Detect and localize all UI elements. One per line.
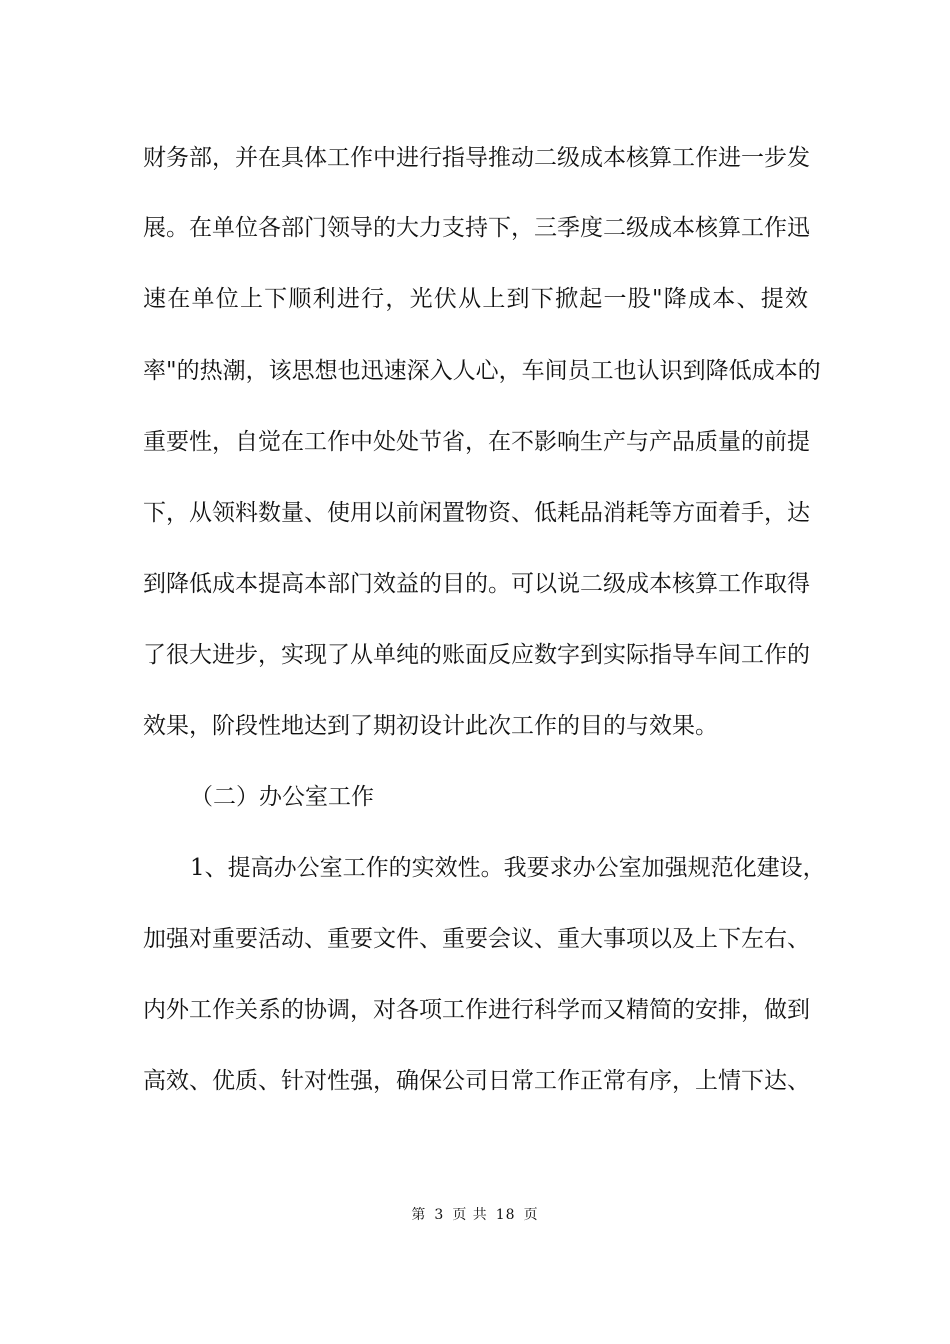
footer-total-pages: 18: [495, 1207, 516, 1223]
body-line-7: 到降低成本提高本部门效益的目的。可以说二级成本核算工作取得: [143, 571, 810, 597]
page-footer: [0, 1206, 950, 1224]
footer-middle: 页 共: [452, 1207, 488, 1223]
section-heading: （二）办公室工作: [190, 784, 374, 810]
footer-prefix: 第: [411, 1207, 427, 1223]
body-line-4: 率"的热潮，该思想也迅速深入人心，车间员工也认识到降低成本的: [143, 358, 821, 384]
body-line-13: 内外工作关系的协调，对各项工作进行科学而又精简的安排，做到: [143, 997, 810, 1023]
body-line-2: 展。在单位各部门领导的大力支持下，三季度二级成本核算工作迅: [143, 215, 810, 241]
body-line-6: 下，从领料数量、使用以前闲置物资、低耗品消耗等方面着手，达: [143, 500, 810, 526]
body-line-12: 加强对重要活动、重要文件、重要会议、重大事项以及上下左右、: [143, 926, 810, 952]
body-line-3: 速在单位上下顺利进行，光伏从上到下掀起一股"降成本、提效: [143, 286, 808, 312]
body-line-5: 重要性，自觉在工作中处处节省，在不影响生产与产品质量的前提: [143, 429, 810, 455]
footer-suffix: 页: [523, 1207, 539, 1223]
body-line-8: 了很大进步，实现了从单纯的账面反应数字到实际指导车间工作的: [143, 642, 810, 668]
body-line-1: 财务部，并在具体工作中进行指导推动二级成本核算工作进一步发: [143, 145, 810, 171]
body-line-11: 1、提高办公室工作的实效性。我要求办公室加强规范化建设，: [190, 855, 826, 881]
body-line-9: 效果，阶段性地达到了期初设计此次工作的目的与效果。: [143, 713, 718, 739]
footer-page-number: 3: [434, 1207, 445, 1223]
body-line-14: 高效、优质、针对性强，确保公司日常工作正常有序，上情下达、: [143, 1068, 810, 1094]
